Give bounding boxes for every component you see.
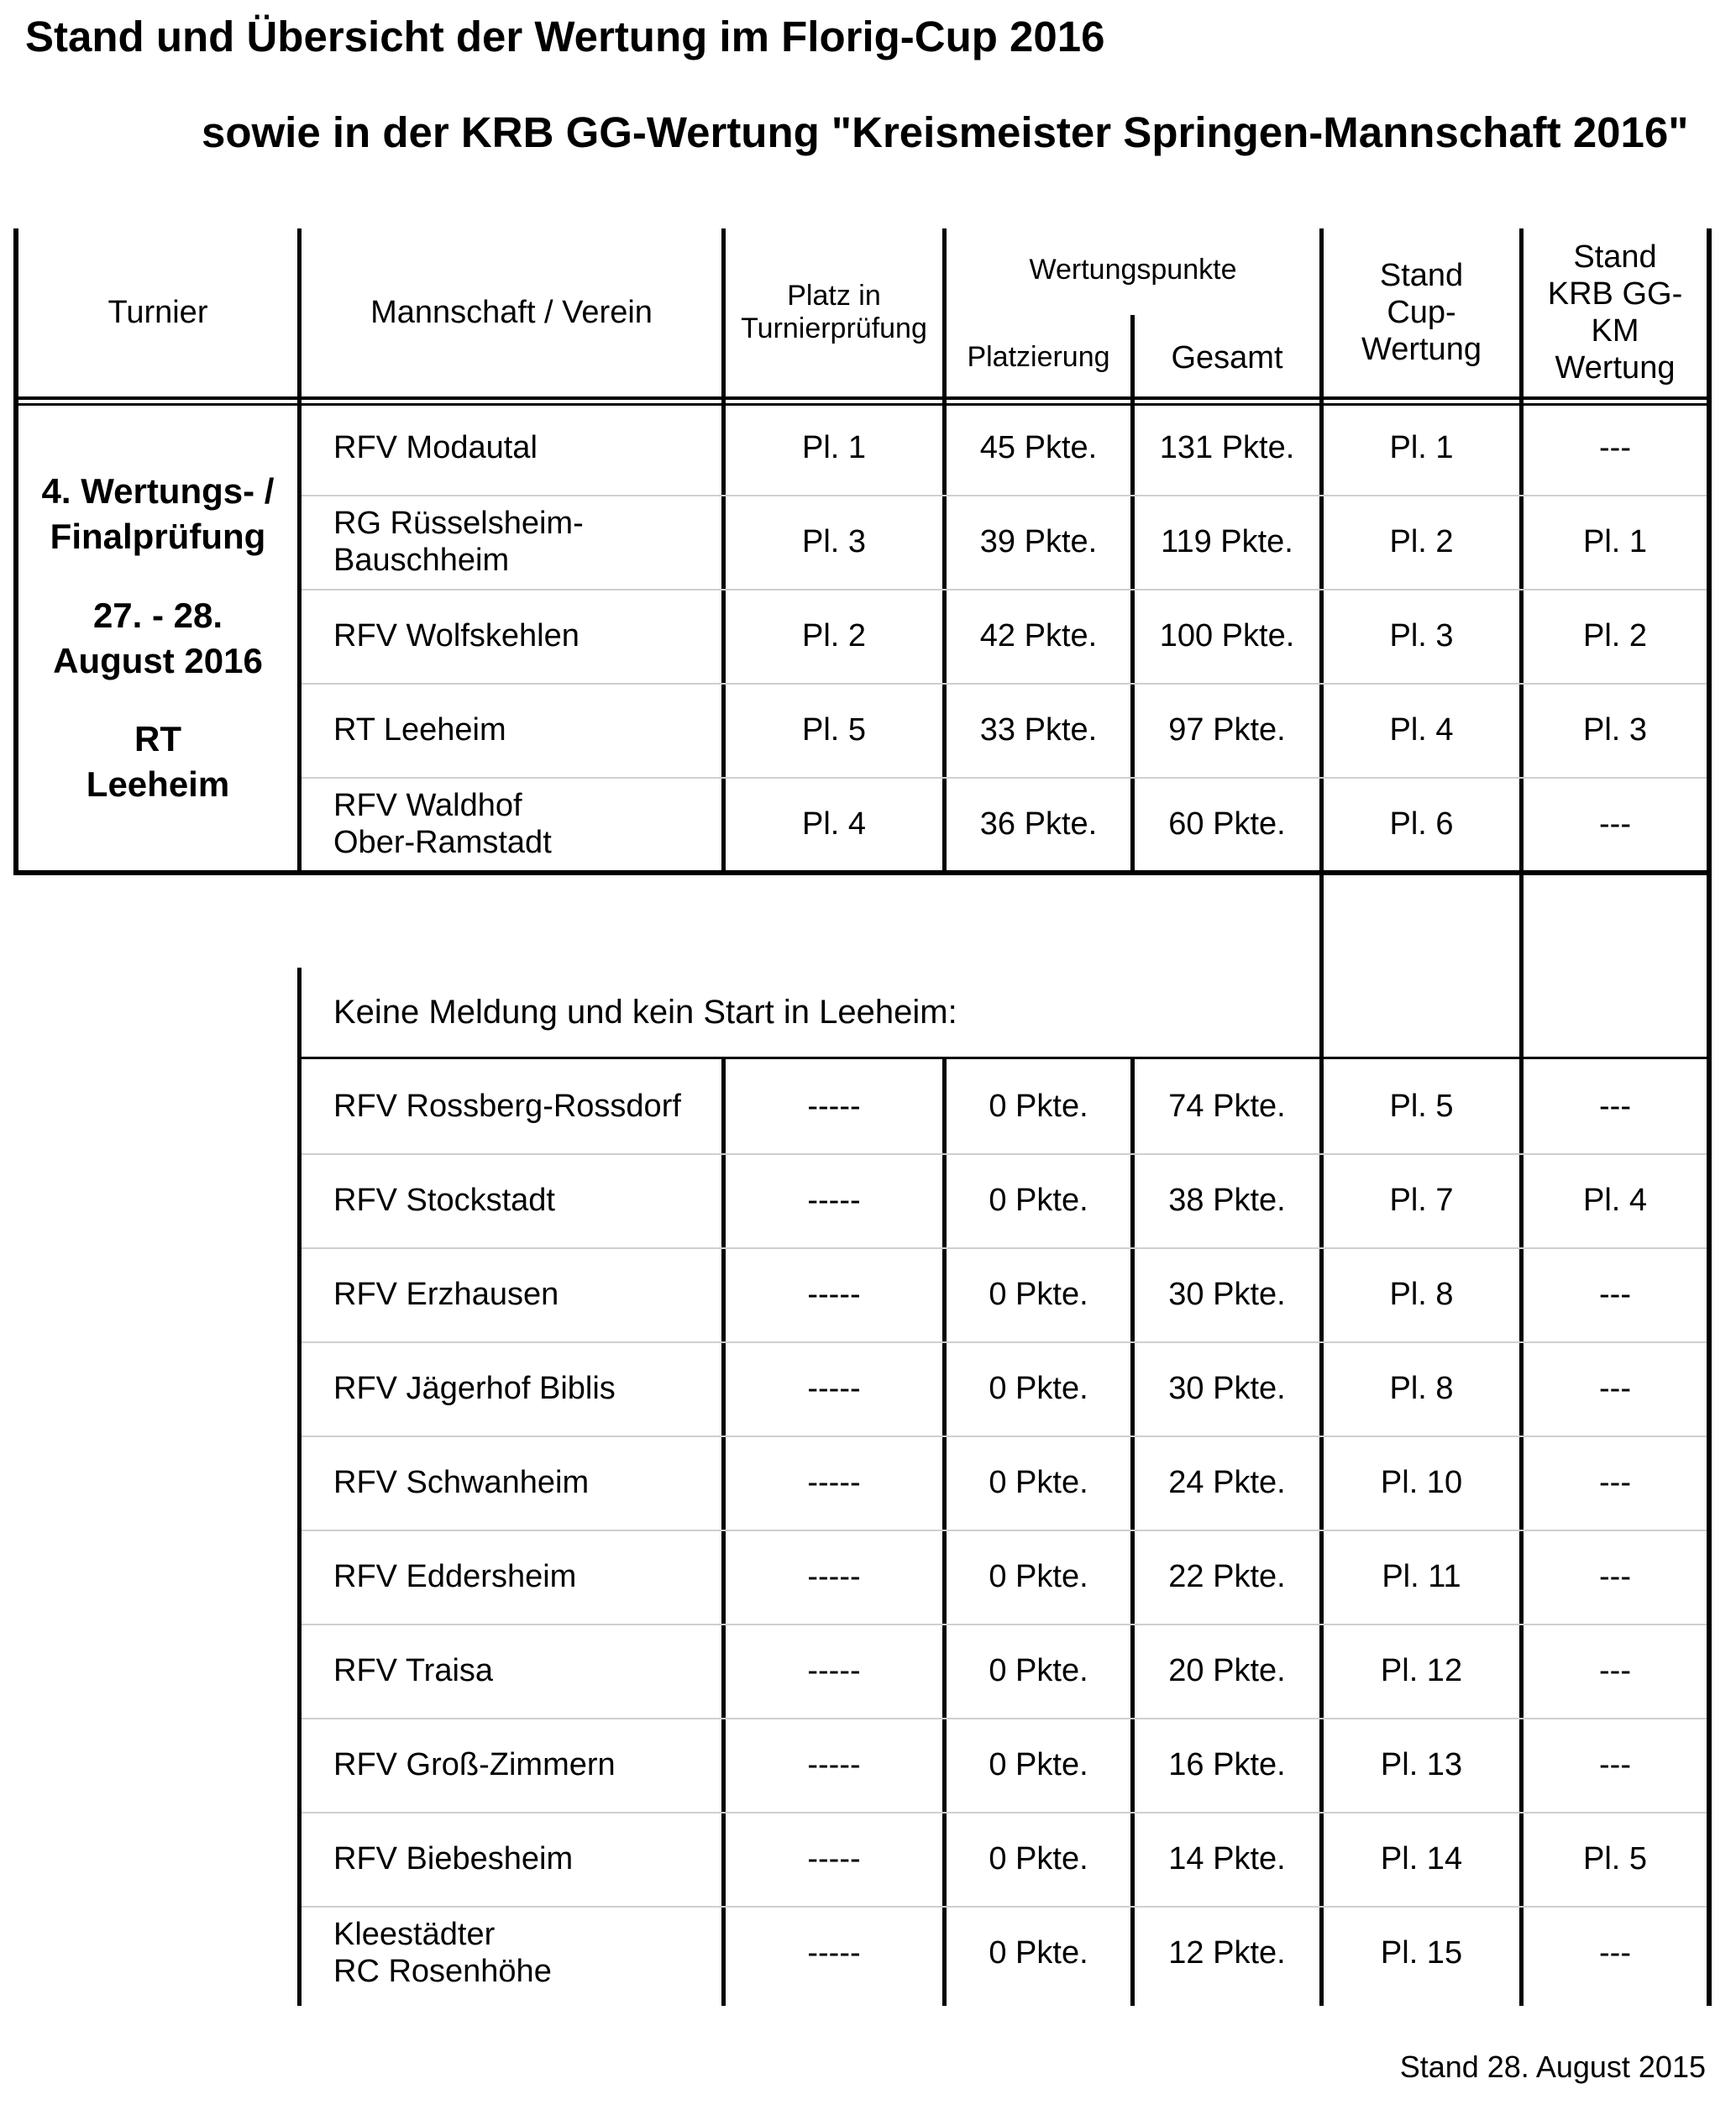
wertungspunkte-platzierung: 0 Pkte. xyxy=(989,1934,1088,1971)
team-name: RFV Eddersheim xyxy=(333,1558,577,1594)
header-gesamt: Gesamt xyxy=(1171,339,1283,375)
team-name: RFV Stockstadt xyxy=(333,1182,555,1218)
turnier-platz: ----- xyxy=(807,1746,861,1782)
turnier-platz: Pl. 5 xyxy=(801,711,867,748)
team-name: RFV Jägerhof Biblis xyxy=(333,1370,616,1406)
header-platzierung: Platzierung xyxy=(967,341,1110,374)
stand-krb: Pl. 2 xyxy=(1582,617,1648,653)
stand-cup: Pl. 3 xyxy=(1389,617,1454,653)
turnier-platz: Pl. 4 xyxy=(801,806,867,842)
wertungspunkte-gesamt: 30 Pkte. xyxy=(1168,1370,1286,1406)
stand-krb: --- xyxy=(1599,1934,1631,1971)
wertungspunkte-platzierung: 45 Pkte. xyxy=(979,429,1098,465)
wertungspunkte-gesamt: 38 Pkte. xyxy=(1168,1182,1286,1218)
wertungspunkte-platzierung: 0 Pkte. xyxy=(989,1746,1088,1782)
stand-krb: --- xyxy=(1599,1464,1631,1500)
team-name: Kleestädter RC Rosenhöhe xyxy=(333,1916,552,1989)
team-name: RFV Rossberg-Rossdorf xyxy=(333,1088,681,1124)
stand-cup: Pl. 12 xyxy=(1380,1652,1463,1688)
stand-krb: --- xyxy=(1599,429,1631,465)
wertungspunkte-platzierung: 0 Pkte. xyxy=(989,1276,1088,1312)
team-name: RFV Modautal xyxy=(333,429,538,465)
turnier-platz: ----- xyxy=(807,1558,861,1594)
wertungspunkte-platzierung: 42 Pkte. xyxy=(979,617,1098,653)
wertungspunkte-gesamt: 97 Pkte. xyxy=(1168,711,1286,748)
footer-date: Stand 28. August 2015 xyxy=(1399,2050,1706,2084)
wertungspunkte-platzierung: 0 Pkte. xyxy=(989,1370,1088,1406)
header-stand-cup: Stand Cup- Wertung xyxy=(1361,257,1482,368)
turnier-date: 27. - 28. August 2016 xyxy=(53,595,263,680)
stand-cup: Pl. 13 xyxy=(1380,1746,1463,1782)
wertungspunkte-platzierung: 0 Pkte. xyxy=(989,1182,1088,1218)
stand-krb: --- xyxy=(1599,1088,1631,1124)
turnier-platz: ----- xyxy=(807,1182,861,1218)
page-title: Stand und Übersicht der Wertung im Florig-Cup 2016 xyxy=(25,13,1105,60)
stand-cup: Pl. 6 xyxy=(1389,806,1454,842)
turnier-platz: Pl. 3 xyxy=(801,523,867,559)
wertungspunkte-gesamt: 60 Pkte. xyxy=(1168,806,1286,842)
team-name: RFV Schwanheim xyxy=(333,1464,590,1500)
header-double-rule-top xyxy=(13,396,1712,400)
wertungspunkte-platzierung: 33 Pkte. xyxy=(979,711,1098,748)
stand-cup: Pl. 5 xyxy=(1389,1088,1454,1124)
team-name: RG Rüsselsheim- Bauschheim xyxy=(333,505,584,578)
stand-krb: --- xyxy=(1599,806,1631,842)
stand-krb: Pl. 1 xyxy=(1582,523,1648,559)
stand-cup: Pl. 15 xyxy=(1380,1934,1463,1971)
turnier-venue: RT Leeheim xyxy=(86,719,230,804)
turnier-info xyxy=(18,406,297,870)
wertungspunkte-platzierung: 36 Pkte. xyxy=(979,806,1098,842)
wertungspunkte-platzierung: 0 Pkte. xyxy=(989,1558,1088,1594)
wertungspunkte-platzierung: 0 Pkte. xyxy=(989,1088,1088,1124)
turnier-platz: Pl. 2 xyxy=(801,617,867,653)
turnier-platz: ----- xyxy=(807,1370,861,1406)
header-mannschaft: Mannschaft / Verein xyxy=(370,294,653,330)
border-right-outer xyxy=(1707,228,1712,2006)
stand-cup: Pl. 1 xyxy=(1389,429,1454,465)
wertungspunkte-gesamt: 30 Pkte. xyxy=(1168,1276,1286,1312)
stand-cup: Pl. 4 xyxy=(1389,711,1454,748)
wertungspunkte-gesamt: 100 Pkte. xyxy=(1159,617,1295,653)
team-name: RFV Waldhof Ober-Ramstadt xyxy=(333,787,552,860)
turnier-platz: Pl. 1 xyxy=(801,429,867,465)
header-platz: Platz in Turnierprüfung xyxy=(741,279,927,344)
team-name: RFV Wolfskehlen xyxy=(333,617,580,653)
wertungspunkte-platzierung: 0 Pkte. xyxy=(989,1840,1088,1876)
wertungspunkte-gesamt: 119 Pkte. xyxy=(1161,523,1293,559)
wertungspunkte-platzierung: 0 Pkte. xyxy=(989,1464,1088,1500)
wertungspunkte-gesamt: 74 Pkte. xyxy=(1168,1088,1286,1124)
turnier-platz: ----- xyxy=(807,1934,861,1971)
wertungspunkte-platzierung: 39 Pkte. xyxy=(979,523,1098,559)
stand-cup: Pl. 10 xyxy=(1380,1464,1463,1500)
stand-cup: Pl. 2 xyxy=(1389,523,1454,559)
page-subtitle: sowie in der KRB GG-Wertung "Kreismeister Springen-Mannschaft 2016" xyxy=(202,108,1689,156)
stand-krb: --- xyxy=(1599,1370,1631,1406)
section-note: Keine Meldung und kein Start in Leeheim: xyxy=(333,993,957,1031)
turnier-event: 4. Wertungs- / Finalprüfung xyxy=(41,471,275,556)
wertungspunkte-gesamt: 131 Pkte. xyxy=(1159,429,1295,465)
turnier-platz: ----- xyxy=(807,1088,861,1124)
stand-cup: Pl. 11 xyxy=(1382,1558,1461,1594)
wertungspunkte-gesamt: 24 Pkte. xyxy=(1168,1464,1286,1500)
turnier-platz: ----- xyxy=(807,1840,861,1876)
turnier-platz: ----- xyxy=(807,1652,861,1688)
wertungspunkte-platzierung: 0 Pkte. xyxy=(989,1652,1088,1688)
stand-cup: Pl. 8 xyxy=(1389,1276,1454,1312)
stand-krb: --- xyxy=(1599,1276,1631,1312)
team-name: RFV Traisa xyxy=(333,1652,494,1688)
team-name: RFV Erzhausen xyxy=(333,1276,559,1312)
stand-cup: Pl. 14 xyxy=(1380,1840,1463,1876)
stand-cup: Pl. 7 xyxy=(1389,1182,1454,1218)
wertungspunkte-gesamt: 14 Pkte. xyxy=(1168,1840,1286,1876)
stand-krb: --- xyxy=(1599,1558,1631,1594)
team-name: RFV Groß-Zimmern xyxy=(333,1746,616,1782)
team-name: RFV Biebesheim xyxy=(333,1840,574,1876)
stand-krb: --- xyxy=(1599,1746,1631,1782)
stand-krb: --- xyxy=(1599,1652,1631,1688)
wertungspunkte-gesamt: 16 Pkte. xyxy=(1168,1746,1286,1782)
wertungspunkte-gesamt: 22 Pkte. xyxy=(1168,1558,1286,1594)
turnier-platz: ----- xyxy=(807,1276,861,1312)
stand-krb: Pl. 3 xyxy=(1582,711,1648,748)
wertungspunkte-gesamt: 12 Pkte. xyxy=(1168,1934,1286,1971)
team-name: RT Leeheim xyxy=(333,711,506,748)
wertungspunkte-gesamt: 20 Pkte. xyxy=(1168,1652,1286,1688)
stand-krb: Pl. 4 xyxy=(1582,1182,1648,1218)
header-turnier: Turnier xyxy=(108,294,208,330)
turnier-platz: ----- xyxy=(807,1464,861,1500)
stand-krb: Pl. 5 xyxy=(1582,1840,1648,1876)
header-wertungspunkte: Wertungspunkte xyxy=(1029,254,1237,286)
header-stand-krb: Stand KRB GG- KM Wertung xyxy=(1547,239,1683,386)
stand-cup: Pl. 8 xyxy=(1389,1370,1454,1406)
